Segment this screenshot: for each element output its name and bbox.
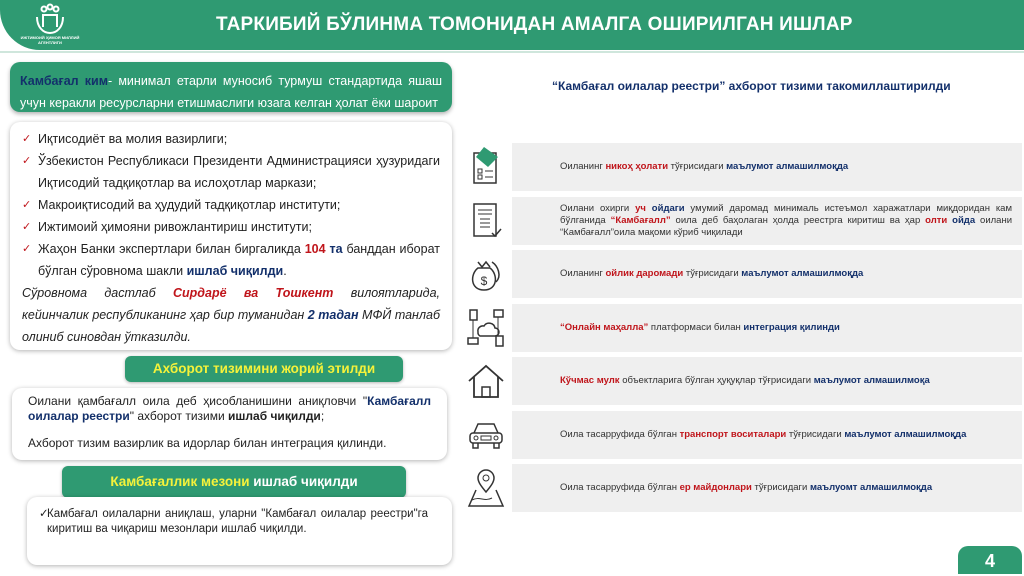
row-text-n: интеграция қилинди <box>743 322 840 333</box>
house-icon <box>466 361 506 401</box>
registry-row <box>512 411 1022 459</box>
row-text-c: умумий даромад минималь истеъмол харажатлари миқдоридан кам бўлганида <box>560 203 1012 226</box>
header-divider <box>0 51 1024 53</box>
document-check-icon <box>466 201 506 241</box>
page-title: ТАРКИБИЙ БЎЛИНМА ТОМОНИДАН АМАЛГА ОШИРИЛГАН ИШЛАР <box>216 14 853 35</box>
row-text-n: маълуомт алмашилмоқда <box>809 482 933 493</box>
criteria-text: Камбағал оилаларни аниқлаш, уларни "Камбағал оилалар реестри"га киритиш ва чиқариш мезонлари ишлаб чиқилди. <box>47 508 428 535</box>
list-item: ✓ Ижтимоий ҳимояни ривожлантириш институти; <box>22 216 440 238</box>
row-text-n: маълумот алмашилмоқда <box>741 268 864 279</box>
row-text-r2: “Камбағалл” <box>610 215 671 226</box>
partners-card <box>10 122 452 350</box>
definition-text: - минимал етарли муносиб турмуш стандартида яшаш учун керакли ресурсларни етишмаслиги юзага келган ҳолат ёки шароит <box>20 74 442 110</box>
money-bag-icon <box>466 254 506 294</box>
list-item: ✓ Ўзбекистон Республикаси Президенти Администрацияси ҳузуридаги Иқтисодий тадқиқотлар ва ислоҳотлар маркази; <box>22 150 440 194</box>
registry-row <box>512 357 1022 405</box>
section-title-info-system: Ахборот тизимини жорий этилди <box>125 356 403 382</box>
row-text-b: платформаси билан <box>648 322 744 333</box>
registry-row <box>512 143 1022 191</box>
row-text-b: тўғрисидаги <box>683 268 742 279</box>
row-text-r: “Онлайн маҳалла” <box>560 322 649 333</box>
registry-row <box>512 464 1022 512</box>
registry-row <box>512 197 1022 245</box>
row-text-a: Оила тасарруфида бўлган <box>560 482 680 493</box>
row-text-r: Кўчмас мулк <box>560 375 620 386</box>
row-text-n: маълумот алмашилмоқа <box>813 375 930 386</box>
car-icon <box>466 415 506 455</box>
survey-note: Сўровнома дастлаб Сирдарё ва Тошкент вилоятларида, кейинчалик республиканинг ҳар бир туманидан 2 тадан МФЙ танлаб олиниб синовдан ўтказилди. <box>22 286 441 344</box>
row-text-f: оилани “Камбағалл”оила мақоми кўриб чиқилади <box>560 215 1012 238</box>
map-pin-icon <box>466 468 506 508</box>
svg-text:$: $ <box>480 274 488 288</box>
row-text-r: уч <box>635 203 646 214</box>
row-text-r: ер майдонлари <box>679 482 752 493</box>
check-icon: ✓ <box>22 155 32 167</box>
row-text-a: Оила тасарруфида бўлган <box>560 429 680 440</box>
row-text-b: тўғрисидаги <box>786 429 845 440</box>
row-text-a: Оиланинг <box>560 268 606 279</box>
definition-box <box>10 62 452 112</box>
registry-subtitle: “Камбағал оилалар реестри” ахборот тизими такомиллаштирилди <box>552 79 951 93</box>
row-text-b: тўғрисидаги <box>751 482 810 493</box>
section-title-criteria: Камбағаллик мезони ишлаб чиқилди <box>62 466 406 498</box>
row-text-b: объектларига бўлган ҳуқуқлар тўғрисидаги <box>619 375 814 386</box>
registry-row <box>512 250 1022 298</box>
agency-logo <box>10 3 90 49</box>
row-text-a: Оиланинг <box>560 161 606 172</box>
row-text-d: оила деб баҳолаган ҳолда реестрга киритиш ва ҳар <box>670 215 926 226</box>
list-item: ✓ Макроиқтисодий ва ҳудудий тадқиқотлар институти; <box>22 194 440 216</box>
logo-text: ИЖТИМОИЙ ҲИМОЯ МИЛЛИЙ АГЕНТЛИГИ <box>20 35 80 45</box>
integration-text: Ахборот тизим вазирлик ва идорлар билан интеграция қилинди. <box>28 436 387 450</box>
info-system-text: Оилани қамбағалл оила деб ҳисобланишини аниқловчи "Камбағалл оилалар реестри" ахборот тизими ишлаб чиқилди; <box>28 394 431 423</box>
page-number: 4 <box>958 546 1022 574</box>
registry-row <box>512 304 1022 352</box>
list-item: ✓ Иқтисодиёт ва молия вазирлиги; <box>22 128 440 150</box>
check-icon: ✓ <box>22 199 32 211</box>
row-text-a: Оилани охирги <box>560 203 636 214</box>
criteria-card <box>27 497 452 565</box>
row-text-r3: олти <box>925 215 948 226</box>
checklist-icon <box>466 147 506 187</box>
list-item: ✓ Жаҳон Банки экспертлари билан биргаликда 104 та банддан иборат бўлган сўровнома шакли ишлаб чиқилди. <box>22 238 440 282</box>
row-text-r: никоҳ ҳолати <box>605 161 669 172</box>
check-icon: ✓ <box>39 508 49 520</box>
row-text-n: ойдаги <box>651 203 685 214</box>
definition-term: Камбағал ким <box>20 74 108 88</box>
row-text-n: маълумот алмашилмоқда <box>844 429 967 440</box>
row-text-r: ойлик даромади <box>605 268 684 279</box>
check-icon: ✓ <box>22 243 32 255</box>
check-icon: ✓ <box>22 133 32 145</box>
check-icon: ✓ <box>22 221 32 233</box>
row-text-r: транспорт воситалари <box>679 429 787 440</box>
row-text-n: маълумот алмашилмоқда <box>726 161 849 172</box>
info-system-card <box>12 388 447 460</box>
row-text-b: тўғрисидаги <box>668 161 727 172</box>
row-text-n2: ойда <box>952 215 976 226</box>
network-cloud-icon <box>466 308 506 348</box>
